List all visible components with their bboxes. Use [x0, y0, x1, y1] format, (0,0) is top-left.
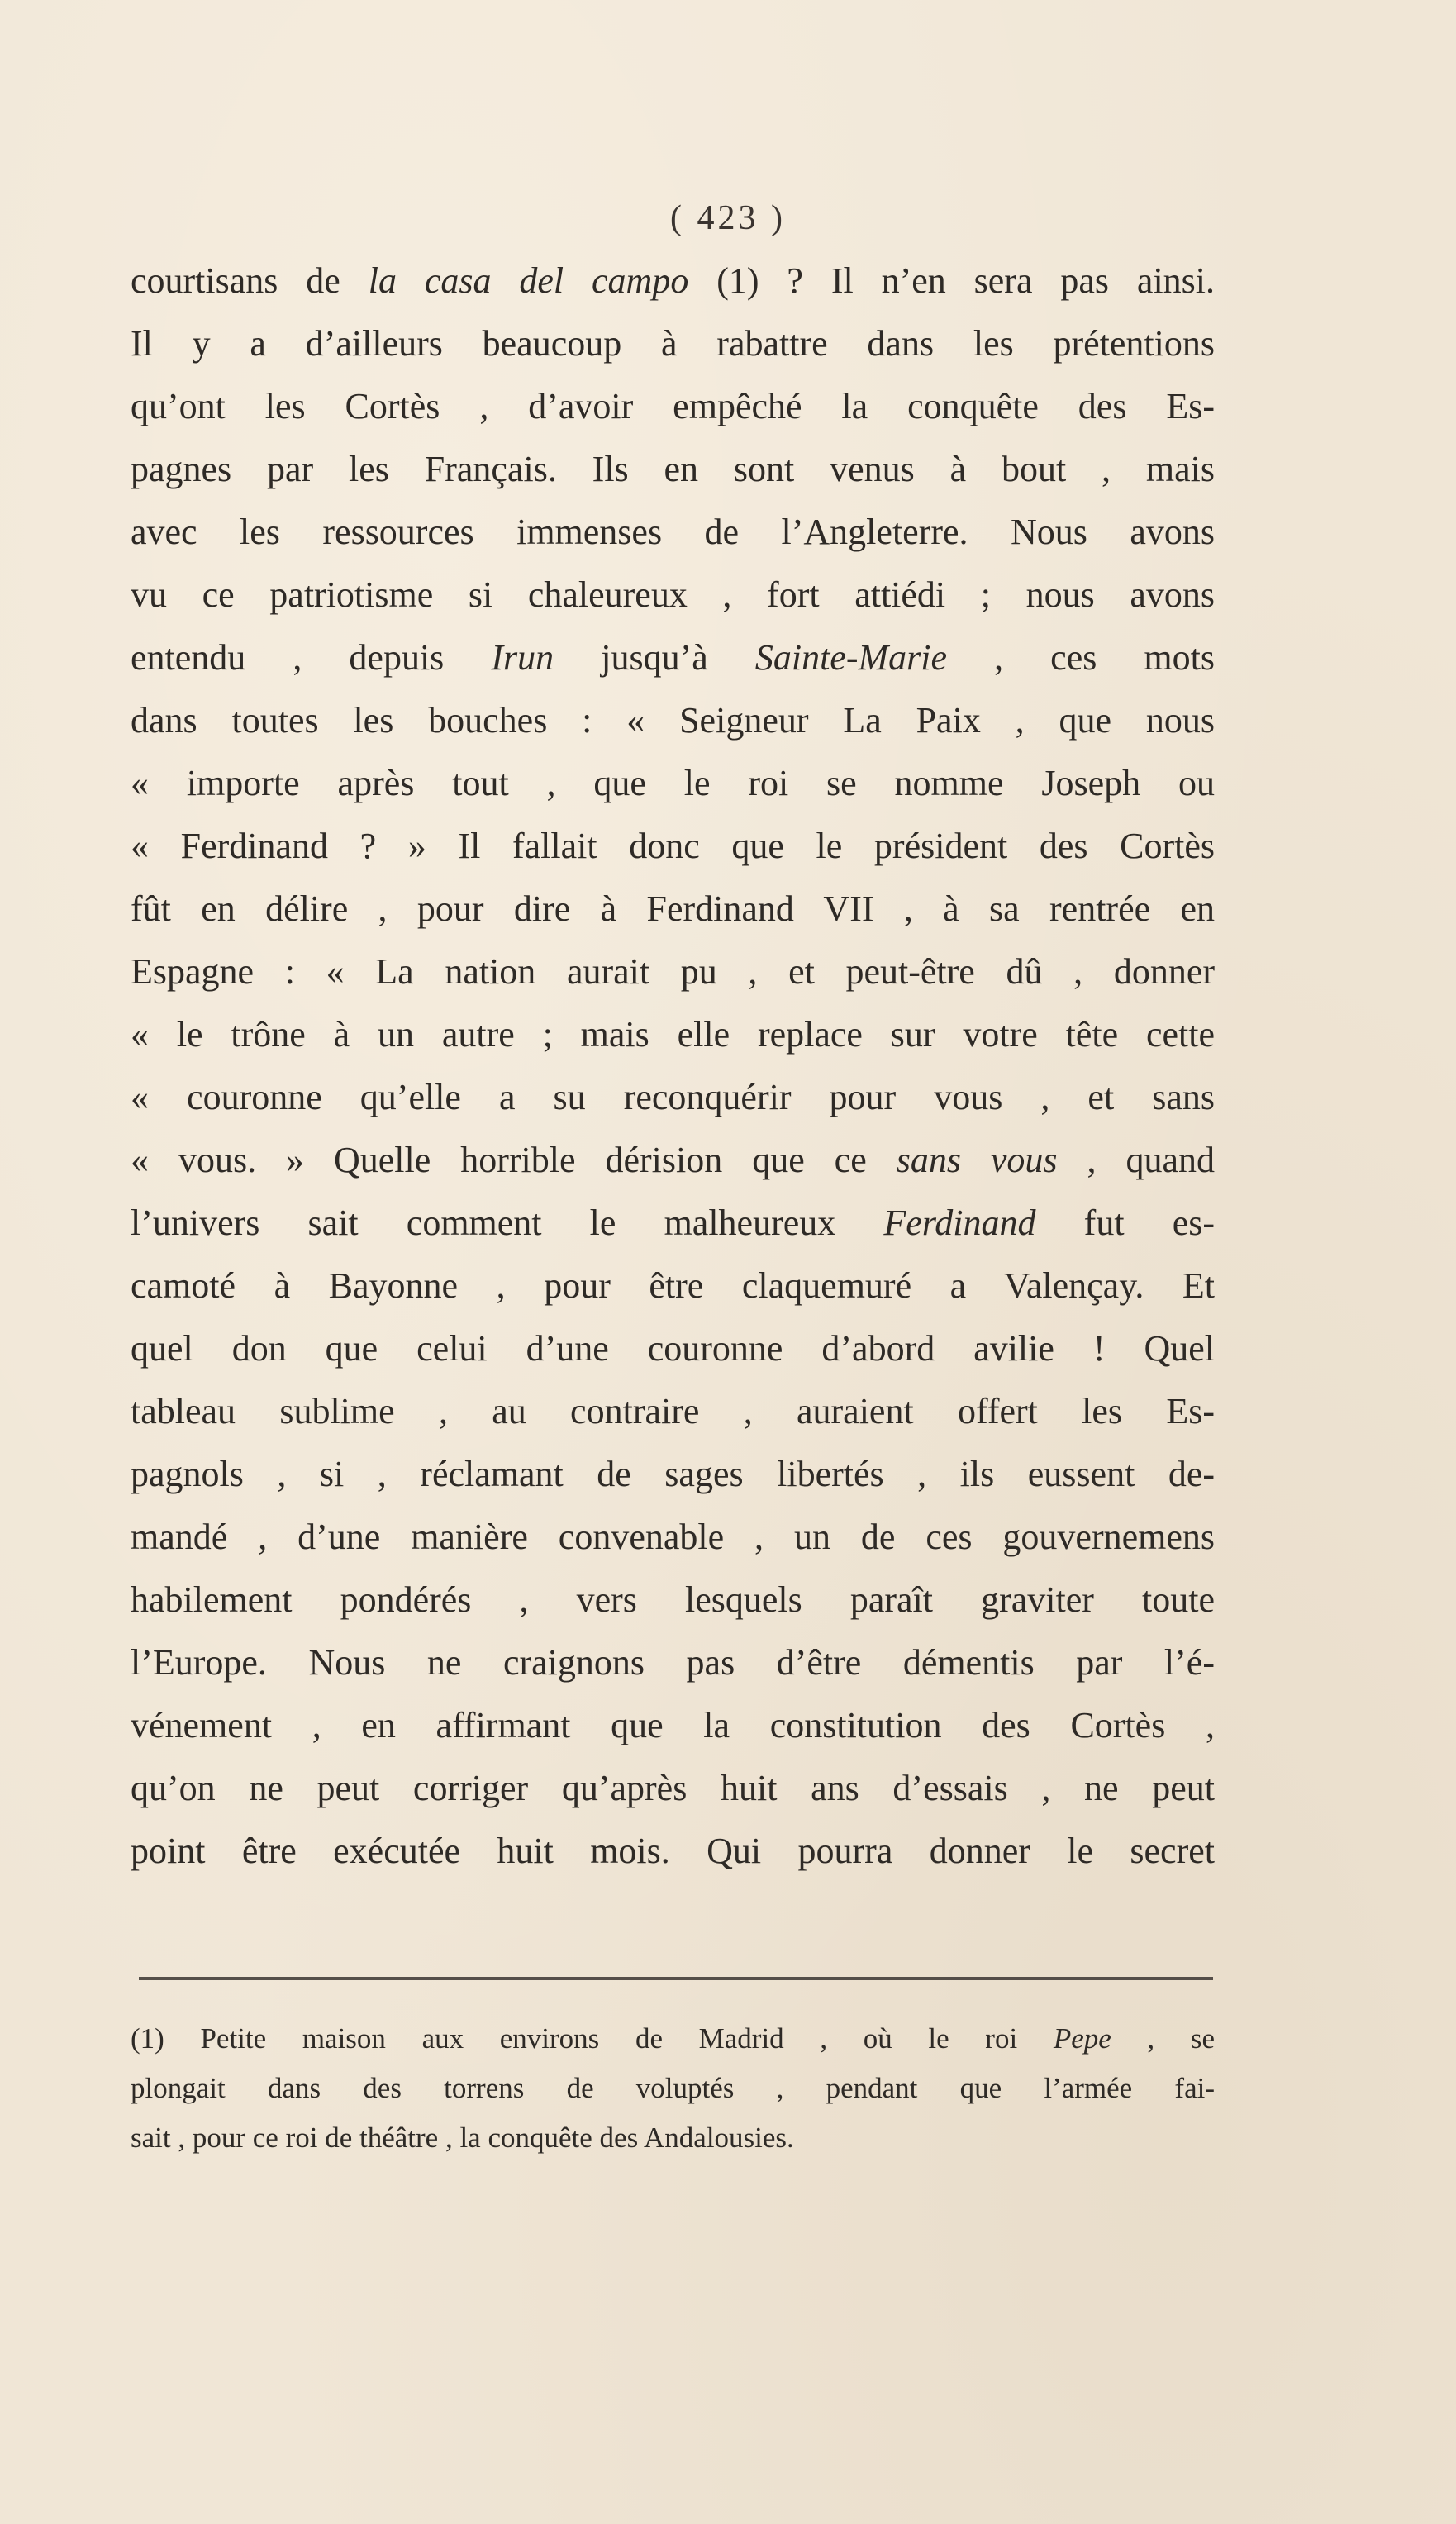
text-line-22: habilement pondérés , vers lesquels paraît graviter toute	[131, 1579, 1215, 1620]
text-line-9: « importe après tout , que le roi se nomme Joseph ou	[131, 763, 1215, 803]
footnote-separator-rule	[139, 1977, 1213, 1980]
text-line-16: l’univers sait comment le malheureux Ferdinand fut es-	[131, 1202, 1215, 1243]
text-line-2: Il y a d’ailleurs beaucoup à rabattre dans les prétentions	[131, 323, 1215, 364]
text-line-26: point être exécutée huit mois. Qui pourra donner le secret	[131, 1831, 1215, 1871]
text-line-3: qu’ont les Cortès , d’avoir empêché la conquête des Es-	[131, 386, 1215, 426]
text-line-14: « couronne qu’elle a su reconquérir pour vous , et sans	[131, 1077, 1215, 1117]
text-line-23: l’Europe. Nous ne craignons pas d’être démentis par l’é-	[131, 1642, 1215, 1683]
footnote-line-2: plongait dans des torrens de voluptés , pendant que l’armée fai-	[131, 2072, 1215, 2104]
text-line-20: pagnols , si , réclamant de sages libertés , ils eussent de-	[131, 1454, 1215, 1494]
text-line-6: vu ce patriotisme si chaleureux , fort attiédi ; nous avons	[131, 574, 1215, 615]
footnote	[131, 2014, 1215, 2163]
footnote-line-1: (1) Petite maison aux environs de Madrid , où le roi Pepe , se	[131, 2022, 1215, 2055]
text-line-17: camoté à Bayonne , pour être claquemuré a Valençay. Et	[131, 1265, 1215, 1306]
text-line-4: pagnes par les Français. Ils en sont venus à bout , mais	[131, 449, 1215, 489]
text-line-12: Espagne : « La nation aurait pu , et peut-être dû , donner	[131, 951, 1215, 992]
text-line-7: entendu , depuis Irun jusqu’à Sainte-Marie , ces mots	[131, 637, 1216, 678]
text-line-13: « le trône à un autre ; mais elle replace sur votre tête cette	[131, 1014, 1215, 1055]
text-line-25: qu’on ne peut corriger qu’après huit ans d’essais , ne peut	[131, 1768, 1215, 1808]
footnote-line-3: sait , pour ce roi de théâtre , la conquête des Andalousies.	[131, 2122, 794, 2154]
text-line-8: dans toutes les bouches : « Seigneur La Paix , que nous	[131, 700, 1215, 741]
page-number: ( 423 )	[670, 199, 786, 237]
text-line-5: avec les ressources immenses de l’Angleterre. Nous avons	[131, 512, 1215, 552]
body-text	[131, 250, 1215, 1883]
text-line-18: quel don que celui d’une couronne d’abord avilie ! Quel	[131, 1328, 1215, 1369]
text-line-1: courtisans de la casa del campo (1) ? Il n’en sera pas ainsi.	[131, 260, 1216, 301]
text-line-21: mandé , d’une manière convenable , un de ces gouvernemens	[131, 1517, 1215, 1557]
text-line-19: tableau sublime , au contraire , auraient offert les Es-	[131, 1391, 1215, 1431]
text-line-15: « vous. » Quelle horrible dérision que ce sans vous , quand	[131, 1140, 1216, 1180]
text-line-11: fût en délire , pour dire à Ferdinand VII , à sa rentrée en	[131, 888, 1215, 929]
text-line-24: vénement , en affirmant que la constitution des Cortès ,	[131, 1705, 1215, 1745]
text-line-10: « Ferdinand ? » Il fallait donc que le président des Cortès	[131, 826, 1215, 866]
